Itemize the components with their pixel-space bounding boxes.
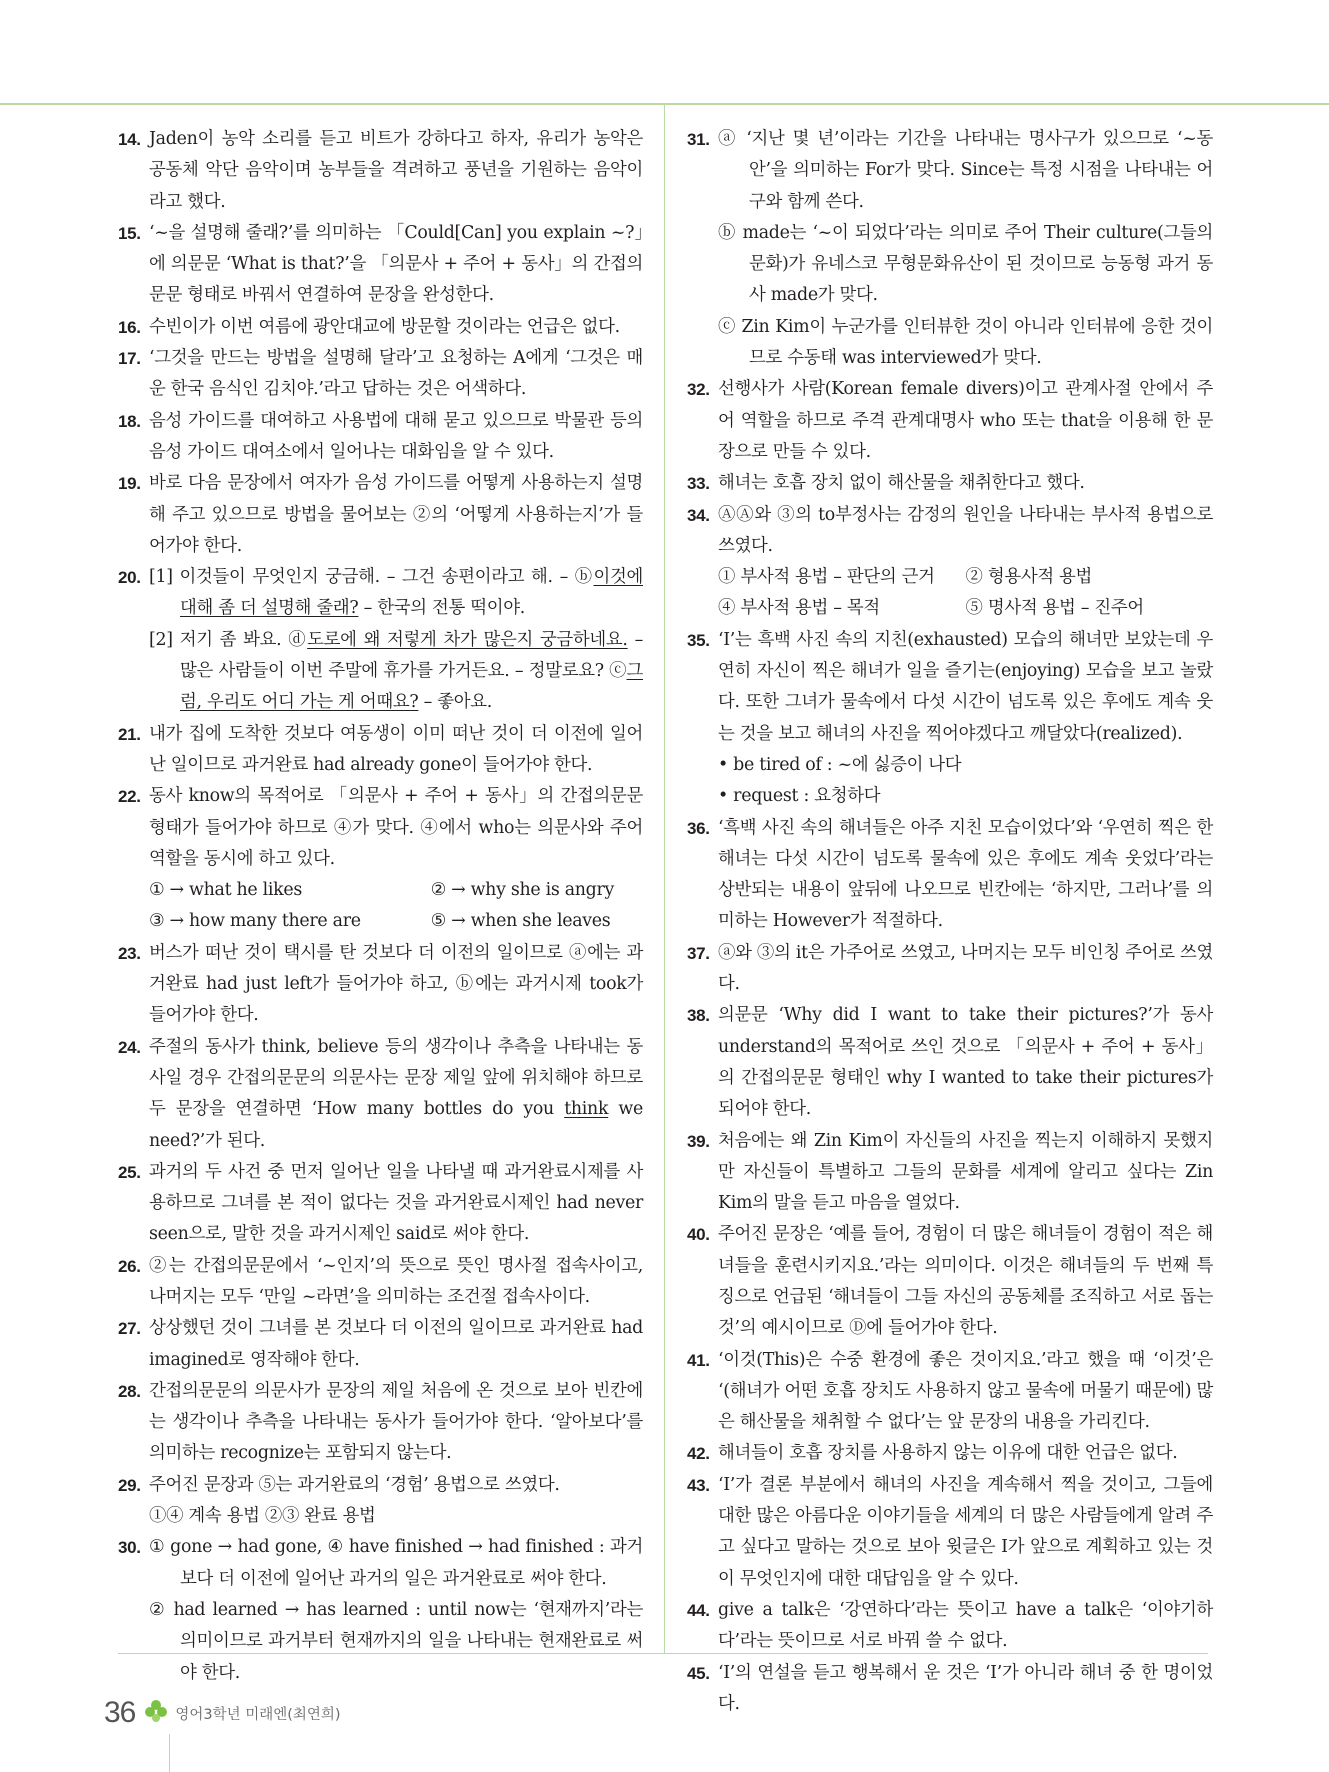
underlined-phrase: 그럼, 우리도 어디 가는 게 어때요?: [180, 661, 643, 713]
answer-14: [118, 124, 643, 218]
answer-text: 선행사가 사람(Korean female divers)이고 관계사절 안에서 주어 역할을 하므로 주격 관계대명사 who 또는 that을 이용해 한 문장으로 만들 수 있다.: [718, 379, 1213, 462]
underlined-word: think: [564, 1099, 609, 1120]
dialogue-1: [149, 562, 643, 625]
answer-39: [687, 1126, 1213, 1220]
item-number: 23.: [118, 943, 141, 963]
answer-45: [687, 1658, 1213, 1721]
answer-32: [687, 374, 1213, 468]
answer-30: [118, 1532, 643, 1688]
underlined-phrase: 도로에 왜 저렇게 차가 많은지 궁금하네요.: [307, 629, 628, 650]
answer-text: Jaden이 농악 소리를 듣고 비트가 강하다고 하자, 유리가 농악은 공동체 악단 음악이며 농부들을 격려하고 풍년을 기원하는 음악이라고 했다.: [149, 129, 643, 212]
answer-36: [687, 813, 1213, 938]
answer-28: [118, 1376, 643, 1470]
answer-22: [118, 781, 643, 875]
answer-43: [687, 1470, 1213, 1595]
answer-42: [687, 1438, 1213, 1469]
clover-icon: [143, 1698, 169, 1728]
answer-text: ‘이것(This)은 수중 환경에 좋은 것이지요.’라고 했을 때 ‘이것’은 ‘(해녀가 어떤 호흡 장치도 사용하지 않고 물속에 머물기 때문에) 많은 해산물을 채취할 수 없다’는 앞 문장의 내용을 가리킨다.: [718, 1349, 1213, 1433]
item-number: 39.: [687, 1131, 710, 1151]
answer-24: [118, 1032, 643, 1157]
item-number: 34.: [687, 505, 710, 525]
option-row: [149, 906, 643, 937]
answer-text: ‘I’가 결론 부분에서 해녀의 사진을 계속해서 찍을 것이고, 그들에 대한 많은 아름다운 이야기들을 세계의 더 많은 사람들에게 알려 주고 싶다고 말하는 것으로 보아 윗글은 I가 앞으로 계획하고 있는 것이 무엇인지에 대한 대답임을 알 수 있다.: [718, 1474, 1213, 1589]
answer-text: 수빈이가 이번 여름에 광안대교에 방문할 것이라는 언급은 없다.: [149, 316, 620, 337]
item-number: 36.: [687, 818, 710, 838]
answer-27: [118, 1313, 643, 1376]
option: ③ → how many there are: [149, 911, 361, 932]
answer-44: [687, 1595, 1213, 1658]
item-number: 38.: [687, 1006, 710, 1026]
explanation-c: ⓒ Zin Kim이 누군가를 인터뷰한 것이 아니라 인터뷰에 응한 것이므로 수동태 was interviewed가 맞다.: [718, 316, 1213, 369]
answer-17: [118, 343, 643, 406]
answer-text: 주어진 문장은 ‘예를 들어, 경험이 더 많은 해녀들이 경험이 적은 해녀들을 훈련시키지요.’라는 의미이다. 이것은 해녀들의 두 번째 특징으로 언급된 ‘해녀들이 그들 자신의 공동체를 조직하고 서로 돕는 것’의 예시이므로 Ⓓ에 들어가야 한다.: [718, 1224, 1213, 1339]
answer-16: [118, 312, 643, 343]
answer-18: [118, 406, 643, 469]
option: ⑤ 명사적 용법 – 진주어: [965, 598, 1144, 619]
answer-21: [118, 719, 643, 782]
option-row: [149, 875, 643, 906]
item-number: 16.: [118, 317, 141, 337]
answer-text: we need?’가 된다.: [149, 1099, 643, 1151]
right-column: [687, 124, 1213, 1720]
answer-text: ‘~을 설명해 줄래?’를 의미하는 「Could[Can] you explain ~?」에 의문문 ‘What is that?’을 「의문사 + 주어 + 동사」의 간접의문문 형태로 바꿔서 연결하여 문장을 완성한다.: [149, 222, 643, 306]
answer-text: 버스가 떠난 것이 택시를 탄 것보다 더 이전의 일이므로 ⓐ에는 과거완료 had just left가 들어가야 하고, ⓑ에는 과거시제 took가 들어가야 한다.: [149, 942, 643, 1026]
item-number: 18.: [118, 411, 141, 431]
footer-divider: [169, 1734, 170, 1772]
answer-text: 음성 가이드를 대여하고 사용법에 대해 묻고 있으므로 박물관 등의 음성 가이드 대여소에서 일어나는 대화임을 알 수 있다.: [149, 410, 643, 462]
item-number: 19.: [118, 474, 141, 494]
vocab-note: • be tired of : ~에 싫증이 나다: [718, 754, 962, 775]
answer-text: ②는 간접의문문에서 ‘~인지’의 뜻으로 뜻인 명사절 접속사이고, 나머지는 모두 ‘만일 ~라면’을 의미하는 조건절 접속사이다.: [149, 1255, 643, 1307]
answer-37: [687, 938, 1213, 1001]
answer-19: [118, 468, 643, 562]
item-number: 27.: [118, 1319, 141, 1339]
item-number: 43.: [687, 1475, 710, 1495]
item-number: 31.: [687, 130, 710, 149]
answer-text: ⒶⒶ와 ③의 to부정사는 감정의 원인을 나타내는 부사적 용법으로 쓰였다.: [718, 504, 1213, 556]
item-number: 44.: [687, 1600, 710, 1620]
option-row: [718, 562, 1213, 593]
item-number: 28.: [118, 1381, 141, 1401]
item-number: 29.: [118, 1475, 141, 1495]
option: ② 형용사적 용법: [965, 567, 1093, 588]
page-number: 36: [104, 1696, 136, 1729]
answer-25: [118, 1157, 643, 1251]
answer-40: [687, 1219, 1213, 1344]
answer-text: 바로 다음 문장에서 여자가 음성 가이드를 어떻게 사용하는지 설명해 주고 있으므로 방법을 물어보는 ②의 ‘어떻게 사용하는지’가 들어가야 한다.: [149, 473, 643, 556]
option: ④ 부사적 용법 – 목적: [718, 598, 880, 619]
answer-text: give a talk은 ‘강연하다’라는 뜻이고 have a talk은 ‘이야기하다’라는 뜻이므로 서로 바꿔 쓸 수 없다.: [718, 1599, 1213, 1652]
item-number: 45.: [687, 1663, 710, 1683]
dialogue-text: – 좋아요.: [418, 692, 492, 713]
book-title: 영어3학년 미래엔(최연희): [175, 1706, 341, 1723]
dialogue-text: [2] 저기 좀 봐요. ⓓ: [149, 629, 308, 650]
underlined-phrase: 이것에 대해 좀 더 설명해 줄래?: [180, 567, 643, 619]
answer-29: [118, 1470, 643, 1501]
dialogue-text: [1] 이것들이 무엇인지 궁금해. – 그건 송편이라고 해. – ⓑ: [149, 567, 594, 588]
answer-text: 간접의문문의 의문사가 문장의 제일 처음에 온 것으로 보아 빈칸에는 생각이나 추측을 나타내는 동사가 들어가야 한다. ‘알아보다’를 의미하는 recognize는 포함되지 않는다.: [149, 1380, 643, 1464]
item-number: 40.: [687, 1225, 710, 1245]
page-footer: [104, 1693, 341, 1733]
vocab-note: • request : 요청하다: [718, 786, 881, 807]
correction-1: ① gone → had gone, ④ have finished → had finished : 과거보다 더 이전에 일어난 과거의 일은 과거완료로 써야 한다.: [149, 1537, 643, 1589]
answer-38: [687, 1000, 1213, 1125]
answer-text: ‘I’의 연설을 듣고 행복해서 운 것은 ‘I’가 아니라 해녀 중 한 명이었다.: [718, 1662, 1213, 1714]
answer-31: [687, 124, 1213, 374]
answer-text: 동사 know의 목적어로 「의문사 + 주어 + 동사」의 간접의문문 형태가 들어가야 하므로 ④가 맞다. ④에서 who는 의문사와 주어 역할을 동시에 하고 있다.: [149, 786, 643, 869]
item-number: 41.: [687, 1350, 710, 1370]
usage-note: ①④ 계속 용법 ②③ 완료 용법: [149, 1506, 376, 1527]
answer-26: [118, 1251, 643, 1314]
item-number: 22.: [118, 787, 141, 807]
answer-text: ‘흑백 사진 속의 해녀들은 아주 지친 모습이었다’와 ‘우연히 찍은 한 해녀는 다섯 시간이 넘도록 물속에 있은 후에도 계속 웃었다’라는 상반되는 내용이 앞뒤에 나오므로 빈칸에는 ‘하지만, 그러나’를 의미하는 However가 적절하다.: [718, 817, 1213, 932]
option: ① 부사적 용법 – 판단의 근거: [718, 567, 935, 588]
item-number: 30.: [118, 1538, 141, 1558]
option: ① → what he likes: [149, 880, 302, 901]
answer-text: 해녀는 호흡 장치 없이 해산물을 채취한다고 했다.: [718, 473, 1085, 494]
answer-text: 주절의 동사가 think, believe 등의 생각이나 추측을 나타내는 동사일 경우 간접의문문의 의문사는 문장 제일 앞에 위치해야 하므로 두 문장을 연결하면 ‘How many bottles do you: [149, 1036, 643, 1120]
answer-text: ⓐ와 ③의 it은 가주어로 쓰였고, 나머지는 모두 비인칭 주어로 쓰였다.: [718, 942, 1213, 995]
dialogue-2: [149, 625, 643, 719]
answer-15: [118, 218, 643, 312]
item-number: 37.: [687, 943, 710, 963]
answer-41: [687, 1345, 1213, 1439]
answer-text: 의문문 ‘Why did I want to take their pictures?’가 동사 understand의 목적어로 쓰인 것으로 「의문사 + 주어 + 동사」의 간접의문문 형태인 why I wanted to take their pictures가 되어야 한다.: [718, 1005, 1213, 1120]
answer-text: 내가 집에 도착한 것보다 여동생이 이미 떠난 것이 더 이전에 일어난 일이므로 과거완료 had already gone이 들어가야 한다.: [149, 723, 643, 775]
answer-text: 주어진 문장과 ⑤는 과거완료의 ‘경험’ 용법으로 쓰였다.: [149, 1474, 560, 1495]
item-number: 20.: [118, 568, 141, 588]
item-number: 25.: [118, 1162, 141, 1182]
item-number: 33.: [687, 474, 710, 494]
answer-text: 과거의 두 사건 중 먼저 일어난 일을 나타낼 때 과거완료시제를 사용하므로 그녀를 본 적이 없다는 것을 과거완료시제인 had never seen으로, 말한 것을 과거시제인 said로 써야 한다.: [149, 1161, 643, 1245]
answer-text: ‘그것을 만드는 방법을 설명해 달라’고 요청하는 A에게 ‘그것은 매운 한국 음식인 김치야.’라고 답하는 것은 어색하다.: [149, 348, 643, 400]
answer-text: 처음에는 왜 Zin Kim이 자신들의 사진을 찍는지 이해하지 못했지만 자신들이 특별하고 그들의 문화를 세계에 알리고 싶다는 Zin Kim의 말을 듣고 마음을 열었다.: [718, 1130, 1213, 1214]
answer-text: ‘I’는 흑백 사진 속의 지친(exhausted) 모습의 해녀만 보았는데 우연히 자신이 찍은 해녀가 일을 즐기는(enjoying) 모습을 보고 놀랐다. 또한 그녀가 물속에서 다섯 시간이 넘도록 있은 후에도 계속 웃는 것을 보고 해녀의 사진을 찍어야겠다고 깨달았다(realized).: [718, 629, 1213, 744]
option: ⑤ → when she leaves: [430, 911, 611, 932]
item-number: 26.: [118, 1256, 141, 1276]
item-number: 35.: [687, 630, 710, 650]
answer-23: [118, 938, 643, 1032]
explanation-b: ⓑ made는 ‘~이 되었다’라는 의미로 주어 Their culture(그들의 문화)가 유네스코 무형문화유산이 된 것이므로 능동형 과거 동사 made가 맞다.: [718, 222, 1213, 306]
option: ② → why she is angry: [430, 880, 615, 901]
answer-20: [118, 562, 643, 718]
option-row: [718, 593, 1213, 624]
answer-34: [687, 500, 1213, 563]
explanation-a: ⓐ ‘지난 몇 년’이라는 기간을 나타내는 명사구가 있으므로 ‘~동안’을 의미하는 For가 맞다. Since는 특정 시점을 나타내는 어구와 함께 쓴다.: [718, 129, 1213, 212]
answer-text: 해녀들이 호흡 장치를 사용하지 않는 이유에 대한 언급은 없다.: [718, 1443, 1178, 1464]
correction-2: ② had learned → has learned : until now는 ‘현재까지’라는 의미이므로 과거부터 현재까지의 일을 나타내는 현재완료로 써야 한다.: [149, 1599, 643, 1683]
item-number: 24.: [118, 1037, 141, 1057]
item-number: 15.: [118, 223, 141, 243]
left-column: [118, 124, 643, 1689]
item-number: 32.: [687, 380, 710, 400]
dialogue-text: – 한국의 전통 떡이야.: [358, 598, 525, 619]
dialogue-text: – 많은 사람들이 이번 주말에 휴가를 가거든요. – 정말로요? ⓒ: [180, 629, 644, 682]
item-number: 17.: [118, 349, 141, 369]
item-number: 14.: [118, 130, 141, 149]
answer-33: [687, 468, 1213, 499]
item-number: 21.: [118, 724, 141, 744]
answer-text: 상상했던 것이 그녀를 본 것보다 더 이전의 일이므로 과거완료 had imagined로 영작해야 한다.: [149, 1318, 643, 1370]
answer-35: [687, 625, 1213, 750]
item-number: 42.: [687, 1444, 710, 1464]
